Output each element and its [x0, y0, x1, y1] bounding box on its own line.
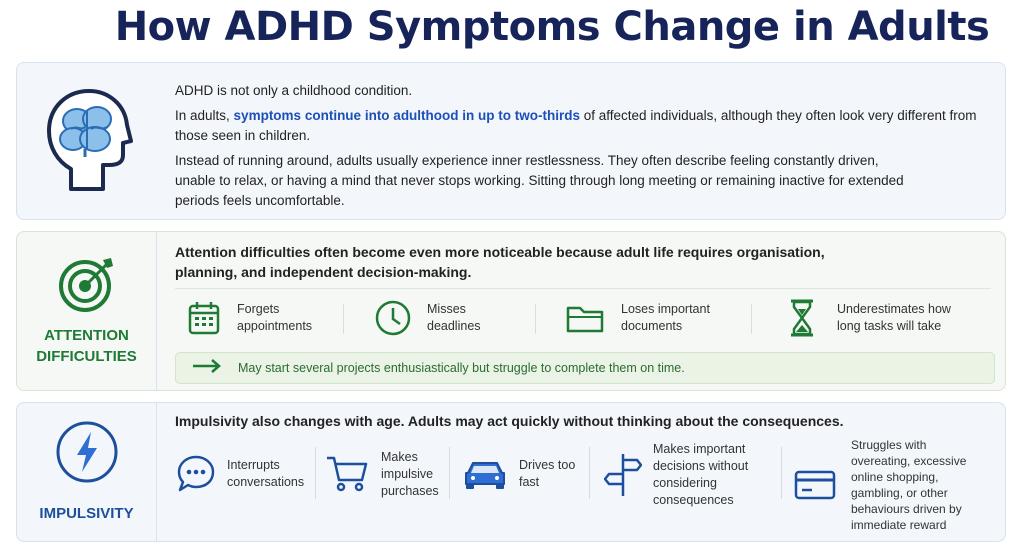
- impulsivity-item-4-text: Makes important decisions without considering consequences: [653, 442, 749, 507]
- intro-line-1: ADHD is not only a childhood condition.: [175, 83, 413, 98]
- arrow-right-icon: [192, 359, 222, 378]
- attention-item-2: [373, 298, 543, 338]
- separator: [315, 447, 316, 499]
- attention-item-4: [787, 298, 997, 338]
- attention-label-line-2: DIFFICULTIES: [36, 347, 137, 365]
- head-brain-icon: [41, 85, 133, 198]
- impulsivity-item-5: [793, 435, 1003, 535]
- attention-item-4-text: Underestimates how long tasks will take: [837, 302, 951, 333]
- attention-note: [175, 352, 995, 384]
- credit-card-icon: [793, 470, 837, 500]
- intro-side: [17, 63, 157, 219]
- impulsivity-item-5-text: Struggles with overeating, excessive online shopping, gambling, or other behaviours driven by immediate reward: [851, 438, 967, 532]
- separator: [589, 447, 590, 499]
- attention-note-text: May start several projects enthusiastically but struggle to complete them on time.: [238, 361, 685, 375]
- attention-label: [36, 325, 137, 367]
- attention-item-3-text: Loses important documents: [621, 302, 710, 333]
- intro-line-2: [175, 106, 1005, 146]
- intro-line-2-end: of affected individuals, although they often look very different from those seen in children.: [175, 108, 977, 143]
- impulsivity-label: IMPULSIVITY: [39, 505, 134, 522]
- impulsivity-item-1: [175, 447, 315, 501]
- target-icon: [57, 256, 117, 317]
- intro-text: [175, 81, 1005, 216]
- separator: [751, 304, 752, 334]
- impulsivity-item-1-text: Interrupts conversations: [227, 458, 305, 489]
- attention-lead: Attention difficulties often become even more noticeable because adult life requires organisation, planning, and independent decision-making.: [175, 244, 825, 280]
- page-title: How ADHD Symptoms Change in Adults: [114, 4, 990, 50]
- attention-divider: [175, 288, 991, 289]
- intro-line-3: Instead of running around, adults usually experience inner restlessness. They often describe feeling constantly driven, unable to relax, or having a mind that never stops working. Sitting through long meeting or remaining inactive for extended periods feels uncomfortable.: [175, 153, 904, 208]
- intro-panel: [16, 62, 1006, 220]
- impulsivity-panel: [16, 402, 1006, 542]
- shopping-cart-icon: [325, 454, 369, 494]
- attention-item-1: [185, 298, 345, 338]
- attention-panel: [16, 231, 1006, 391]
- clock-icon: [373, 299, 413, 337]
- speech-bubble-icon: [175, 454, 217, 494]
- separator: [449, 447, 450, 499]
- car-icon: [463, 457, 507, 491]
- separator: [535, 304, 536, 334]
- attention-item-2-text: Misses deadlines: [427, 302, 481, 333]
- intro-line-2-start: In adults,: [175, 108, 234, 123]
- signpost-icon: [603, 452, 643, 498]
- calendar-icon: [185, 300, 223, 336]
- separator: [781, 447, 782, 499]
- impulsivity-item-3: [463, 447, 587, 501]
- impulsivity-item-2: [325, 447, 455, 501]
- attention-item-1-text: Forgets appointments: [237, 302, 313, 333]
- attention-label-line-1: ATTENTION: [44, 326, 129, 344]
- lightning-icon: [55, 420, 119, 489]
- impulsivity-side: [17, 403, 157, 541]
- attention-item-3: [565, 298, 755, 338]
- impulsivity-item-2-text: Makes impulsive purchases: [381, 449, 439, 498]
- attention-side: [17, 232, 157, 390]
- intro-highlight: symptoms continue into adulthood in up to two-thirds: [233, 108, 581, 123]
- impulsivity-item-4: [603, 441, 783, 509]
- impulsivity-item-3-text: Drives too fast: [519, 458, 576, 489]
- impulsivity-lead: Impulsivity also changes with age. Adults may act quickly without thinking about the consequences.: [175, 413, 844, 429]
- hourglass-icon: [787, 299, 817, 337]
- folder-icon: [565, 302, 605, 334]
- separator: [343, 304, 344, 334]
